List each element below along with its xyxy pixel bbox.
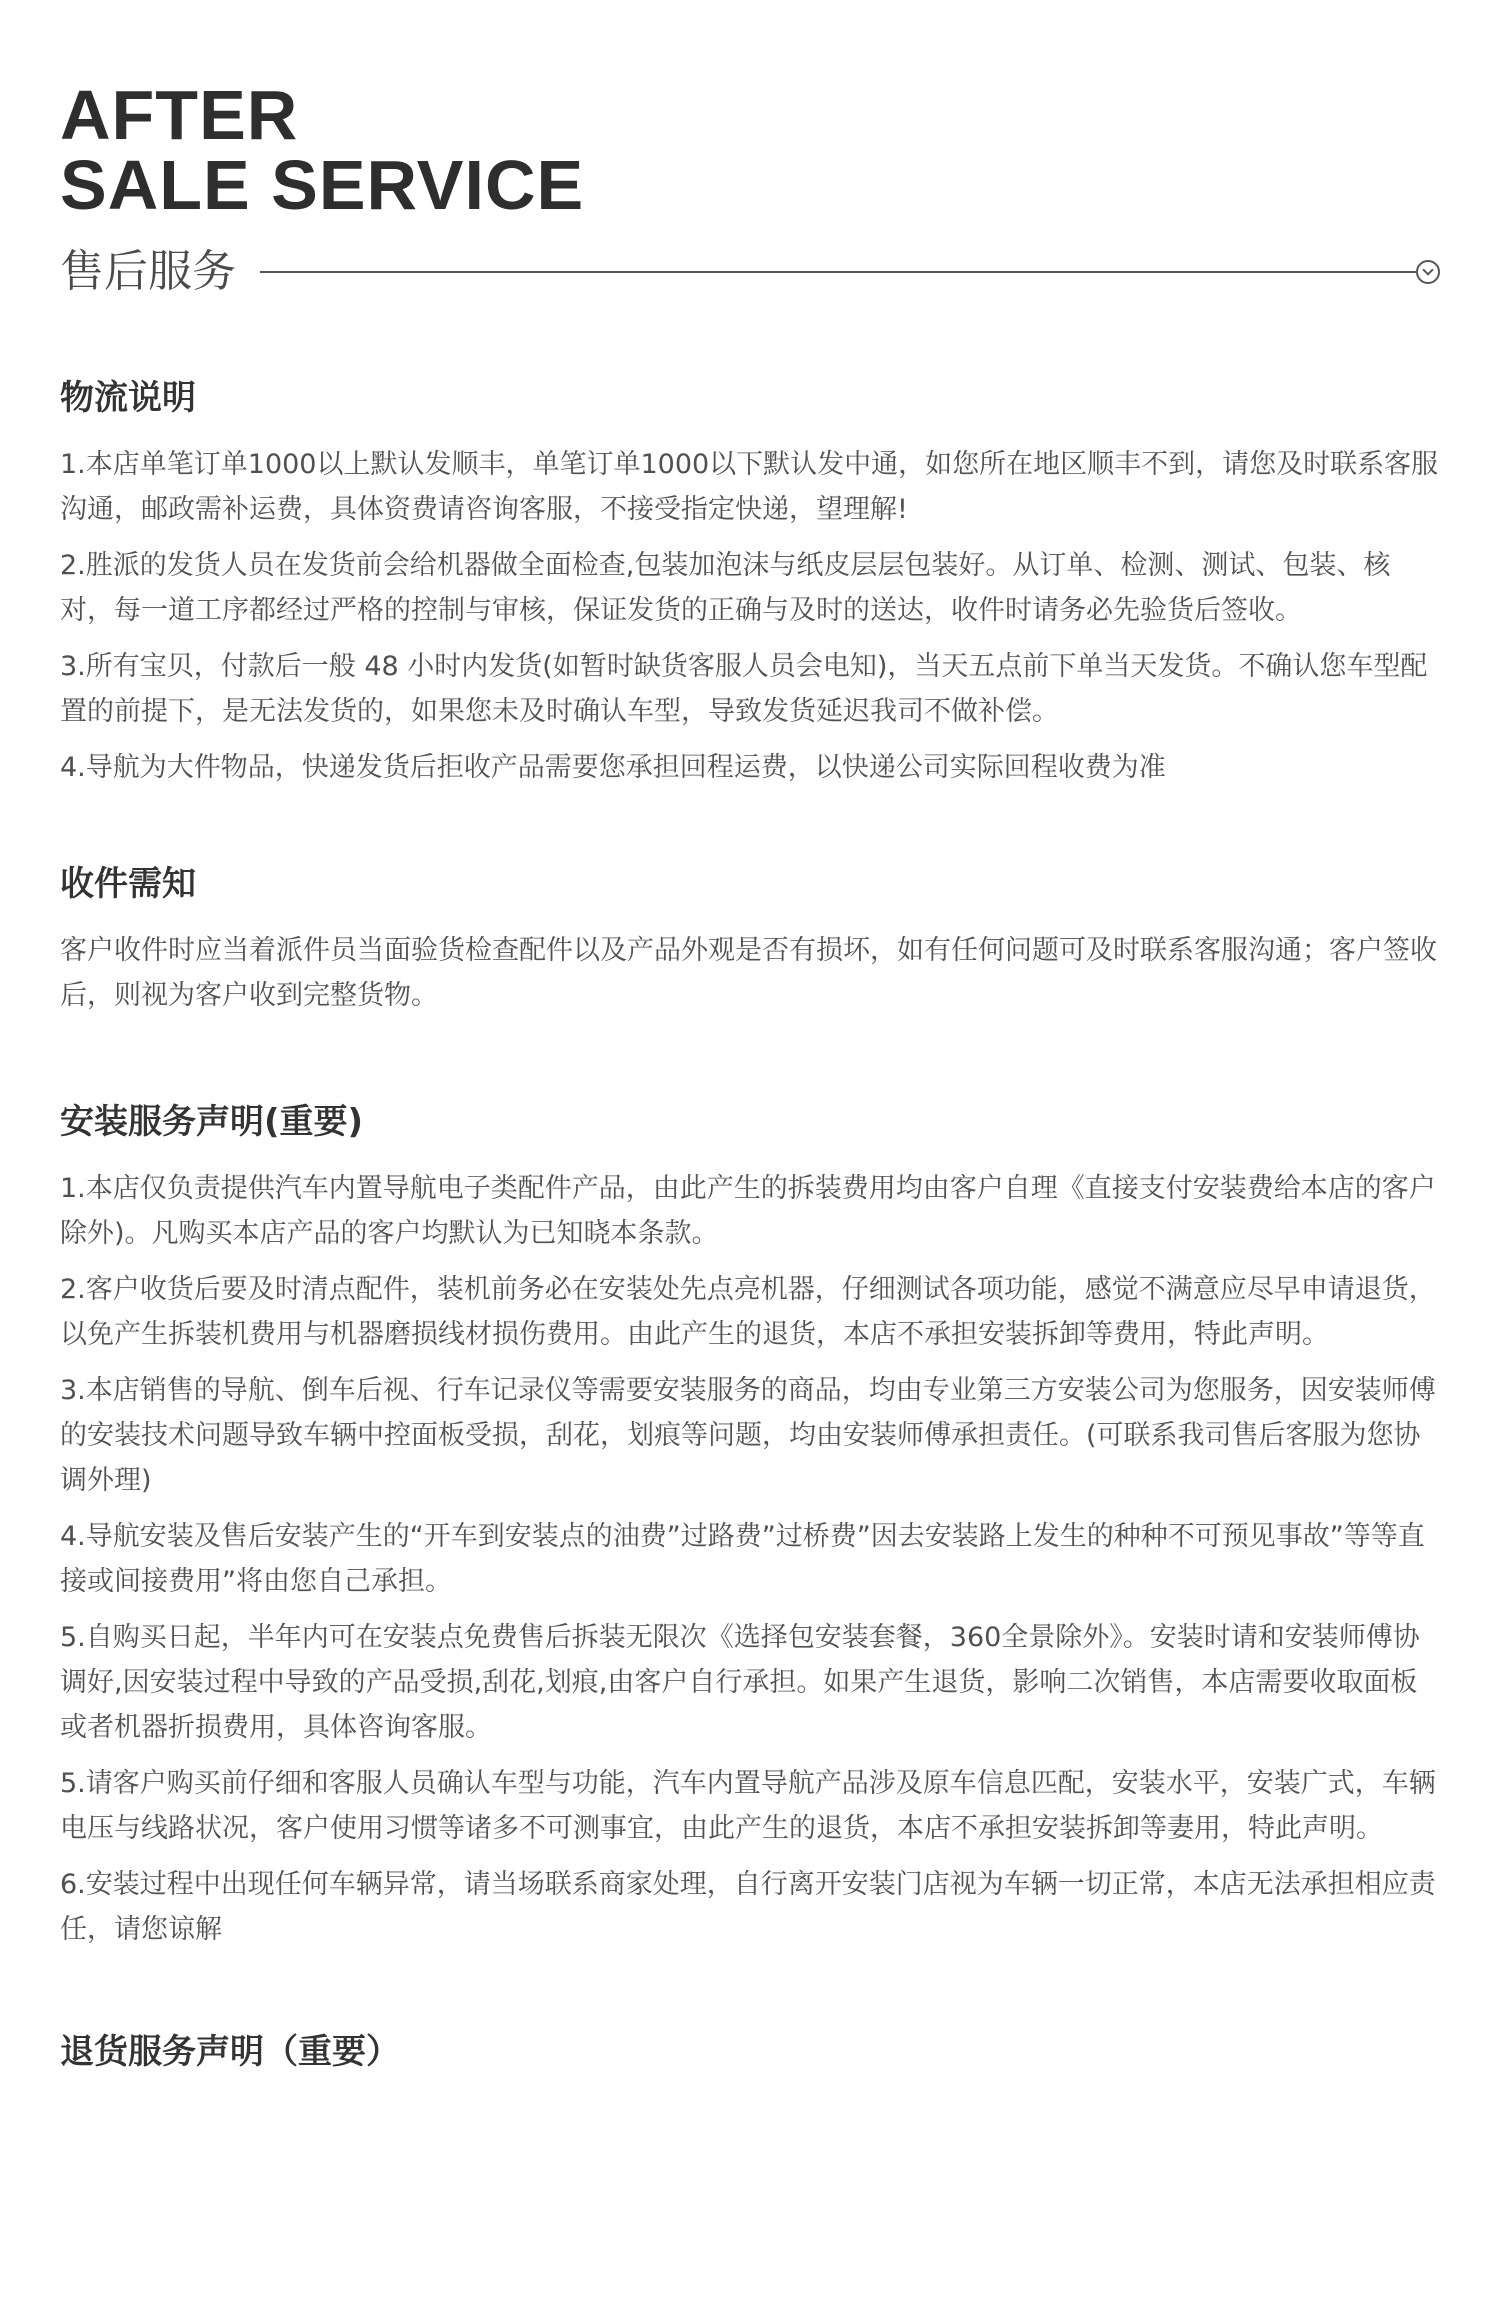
paragraph: 6.安装过程中出现任何车辆异常，请当场联系商家处理，自行离开安装门店视为车辆一切正常，本店无法承担相应责任，请您谅解 — [60, 1869, 1436, 1945]
paragraph: 3.所有宝贝，付款后一般 48 小时内发货(如暂时缺货客服人员会电知)，当天五点前下单当天发货。不确认您车型配置的前提下，是无法发货的，如果您未及时确认车型，导致发货延迟我司不做补偿。 — [60, 651, 1428, 727]
paragraph: 2.胜派的发货人员在发货前会给机器做全面检查,包装加泡沫与纸皮层层包装好。从订单、检测、测试、包装、核对，每一道工序都经过严格的控制与审核，保证发货的正确与及时的送达，收件时请务必先验货后签收。 — [60, 550, 1391, 626]
paragraph: 2.客户收货后要及时清点配件，装机前务必在安装处先点亮机器，仔细测试各项功能，感觉不满意应尽早申请退货，以免产生拆装机费用与机器磨损线材损伤费用。由此产生的退货，本店不承担安装拆卸等费用，特此声明。 — [60, 1274, 1436, 1350]
paragraph: 1.本店仅负责提供汽车内置导航电子类配件产品，由此产生的拆装费用均由客户自理《直接支付安装费给本店的客户除外)。凡购买本店产品的客户均默认为已知晓本条款。 — [60, 1173, 1436, 1249]
section-title: 安装服务声明(重要) — [60, 1102, 364, 1142]
paragraph: 客户收件时应当着派件员当面验货检查配件以及产品外观是否有损坏，如有任何问题可及时联系客服沟通；客户签收后，则视为客户收到完整货物。 — [60, 935, 1437, 1011]
paragraph: 5.请客户购买前仔细和客服人员确认车型与功能，汽车内置导航产品涉及原车信息匹配，安装水平，安装广式，车辆电压与线路状况，客户使用习惯等诸多不可测事宜，由此产生的退货，本店不承担安装拆卸等妻用，特此声明。 — [60, 1768, 1436, 1844]
chevron-down-circle-icon — [1416, 260, 1440, 284]
section-returns — [60, 2030, 1440, 2074]
paragraph: 5.自购买日起，半年内可在安装点免费售后拆装无限次《选择包安装套餐，360全景除外》。安装时请和安装师傅协调好,因安装过程中导致的产品受损,刮花,划痕,由客户自行承担。如果产生退货，影响二次销售，本店需要收取面板或者机器折损费用，具体咨询客服。 — [60, 1622, 1420, 1743]
paragraph: 4.导航安装及售后安装产生的“开车到安装点的油费”过路费”过桥费”因去安装路上发生的种种不可预见事故”等等直接或间接费用”将由您自己承担。 — [60, 1521, 1425, 1597]
section-title: 退货服务声明（重要） — [60, 2032, 400, 2072]
header — [60, 76, 1440, 300]
paragraph: 1.本店单笔订单1000以上默认发顺丰，单笔订单1000以下默认发中通，如您所在地区顺丰不到，请您及时联系客服沟通，邮政需补运费，具体资费请咨询客服，不接受指定快递，望理解! — [60, 449, 1439, 525]
section-installation — [60, 1100, 1440, 1952]
hero-title-line1: AFTER — [60, 76, 299, 154]
hero-subtitle-row — [60, 244, 1440, 300]
paragraph: 3.本店销售的导航、倒车后视、行车记录仪等需要安装服务的商品，均由专业第三方安装公司为您服务，因安装师傅的安装技术问题导致车辆中控面板受损，刮花，划痕等问题，均由安装师傅承担责任。(可联系我司售后客服为您协调外理) — [60, 1375, 1436, 1496]
hero-title — [60, 76, 1440, 224]
section-title: 收件需知 — [60, 864, 196, 904]
section-title: 物流说明 — [60, 378, 196, 418]
hero-title-line2: SALE SERVICE — [60, 146, 585, 224]
hero-subtitle: 售后服务 — [60, 246, 236, 297]
divider-line — [260, 271, 1416, 273]
section-receiving — [60, 862, 1440, 1018]
paragraph: 4.导航为大件物品，快递发货后拒收产品需要您承担回程运费，以快递公司实际回程收费为准 — [60, 752, 1166, 783]
section-logistics — [60, 376, 1440, 790]
